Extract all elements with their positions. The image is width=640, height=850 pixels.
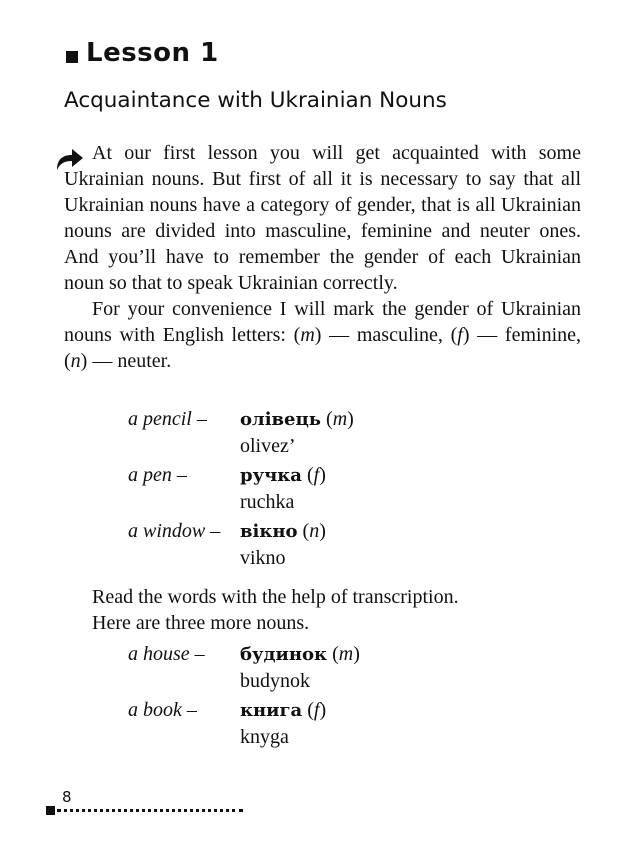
english-word: a book – xyxy=(128,699,197,721)
ukrainian-word: олівець (m) xyxy=(240,408,354,430)
ukrainian-word: вікно (n) xyxy=(240,520,326,542)
transliteration: vikno xyxy=(240,547,286,569)
square-bullet-icon xyxy=(66,51,78,63)
english-word: a house – xyxy=(128,643,205,665)
transliteration: olivez’ xyxy=(240,435,296,457)
ukrainian-word: будинок (m) xyxy=(240,643,360,665)
intro-paragraph-1: At our first lesson you will get acquainted with some Ukrainian nouns. But first of all it is necessary to say that all Ukrainian nouns have a category of gender, that is all Ukrainian nouns are divided into masculine, feminine and neuter ones. And you’ll have to remember the gender of each Ukrainian noun so that to speak Ukrainian correctly. xyxy=(64,142,581,294)
english-word: a pen – xyxy=(128,464,187,486)
transliteration: ruchka xyxy=(240,491,295,513)
page-number: 8 xyxy=(62,788,72,806)
english-word: a pencil – xyxy=(128,408,207,430)
dotted-line xyxy=(57,809,243,812)
square-bullet-icon xyxy=(46,806,55,815)
intro-paragraph-2: For your convenience I will mark the gender of Ukrainian nouns with English letters: (m) — masculine, (f) — feminine, (n) — neuter. xyxy=(64,298,581,372)
more-nouns-note: Here are three more nouns. xyxy=(92,612,310,634)
ukrainian-word: книга (f) xyxy=(240,699,327,721)
lesson-title xyxy=(66,38,219,68)
transliteration: knyga xyxy=(240,726,289,748)
footer-rule xyxy=(46,806,243,815)
transliteration: budynok xyxy=(240,670,310,692)
ukrainian-word: ручка (f) xyxy=(240,464,326,486)
english-word: a window – xyxy=(128,520,221,542)
intro-text xyxy=(64,140,581,374)
lesson-subtitle: Acquaintance with Ukrainian Nouns xyxy=(64,88,447,113)
read-instruction: Read the words with the help of transcription. xyxy=(92,586,459,608)
lesson-title-text: Lesson 1 xyxy=(86,38,219,68)
